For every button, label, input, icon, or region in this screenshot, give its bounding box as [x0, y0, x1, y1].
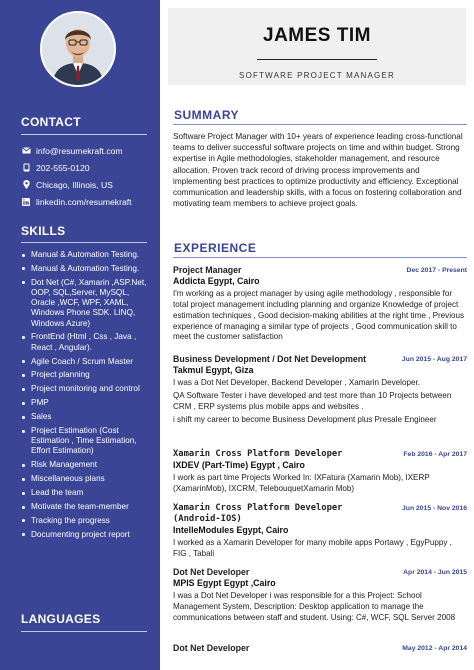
contact-list [21, 142, 151, 210]
contact-linkedin-text: linkedin.com/resumekraft [36, 196, 132, 207]
job-date: Jun 2015 - Nov 2016 [402, 505, 467, 512]
job-description: I work as part time Projects Worked In: IXFatura (Xamarin Mob), IXERP (XamarinMob), IXCRM, TelebouquetXamarin Mob) [173, 472, 430, 493]
job-company: IntelleModules Egypt, Cairo [173, 524, 289, 535]
job-company: Addicta Egypt, Cairo [173, 275, 260, 286]
sidebar [0, 0, 160, 670]
skills-divider [21, 242, 147, 243]
summary-text: Software Project Manager with 10+ years of experience leading cross-functional teams to deliver successful software projects on time and within budget. Strong expertise in Agile methodologies, stakeholder management, and resource allocation. Proven track record of driving process improvements and implementing best practices to optimize productivity and efficiency. Exceptional communication and leadership skills, with a focus on fostering collaboration and motivating team members to achieve project goals. [173, 132, 463, 209]
profile-photo [40, 11, 116, 87]
candidate-title: SOFTWARE PROJECT MANAGER [239, 71, 395, 80]
job-company: IXDEV (Part-Time) Egypt , Cairo [173, 459, 305, 470]
skill-item: Project monitoring and control [22, 384, 152, 394]
job-entry [173, 567, 467, 624]
contact-heading: CONTACT [21, 115, 81, 129]
job-title: Dot Net Developer [173, 567, 250, 577]
job-entry [173, 503, 467, 560]
contact-phone-text: 202-555-0120 [36, 162, 90, 173]
job-description: I was a Dot Net Developer i was responsible for a this Project: School Management System, Description: Desktop application to manage the communications between staff and student. Using: C#, WCF, SQL Server 2008 [173, 590, 456, 622]
skill-item: Motivate the team-member [22, 502, 152, 512]
skill-item: PMP [22, 398, 152, 408]
job-title: Business Development / Dot Net Development [173, 354, 367, 364]
job-company: Takmul Egypt, Giza [173, 364, 254, 375]
job-description: i shift my career to become Business Development plus Presale Engineer [173, 414, 437, 424]
job-company: MPIS Egypt Egypt ,Cairo [173, 577, 276, 588]
linkedin-icon [21, 198, 31, 206]
envelope-icon [21, 147, 31, 154]
job-date: Dec 2017 - Present [406, 267, 467, 274]
skill-item: Manual & Automation Testing. [22, 264, 152, 274]
skill-item: Agile Coach / Scrum Master [22, 357, 152, 367]
contact-location [21, 176, 151, 193]
skills-list [22, 250, 152, 544]
experience-divider [173, 257, 467, 258]
job-entry [173, 449, 467, 495]
job-date: Apr 2014 - Jun 2015 [403, 569, 467, 576]
skill-item: Documenting project report [22, 530, 152, 540]
name-header [168, 8, 466, 85]
skill-item: Dot Net (C#, Xamarin ,ASP.Net, OOP, SQL,Server, MySQL, Oracle ,WCF, WPF, XAML, Windows Phone SDK. LINQ, Windows Azure) [22, 278, 152, 329]
job-description: I'm working as a project manager by using agile methodology , responsible for total project management including planning and organize Knowledge of project estimation techniques , Good decision-making abilities at the right time , Previous experience of managing a similar type of projects , Good communication skill to meet the customer satisfaction [173, 288, 465, 342]
summary-divider [173, 124, 467, 125]
contact-email-text: info@resumekraft.com [36, 145, 123, 156]
job-title: Dot Net Developer [173, 643, 250, 653]
job-date: Feb 2016 - Apr 2017 [403, 451, 467, 458]
skill-item: Project planning [22, 370, 152, 380]
main-content [160, 0, 474, 670]
job-date: May 2012 - Apr 2014 [402, 645, 467, 652]
person-portrait-icon [42, 13, 114, 85]
job-title: Xamarin Cross Platform Developer (Android-IOS) [173, 503, 343, 524]
skill-item: Lead the team [22, 488, 152, 498]
skill-item: Tracking the progress [22, 516, 152, 526]
skills-heading: SKILLS [21, 224, 66, 238]
job-title: Project Manager [173, 265, 242, 275]
experience-heading: EXPERIENCE [174, 241, 257, 255]
contact-divider [21, 134, 147, 135]
phone-icon [21, 163, 31, 172]
skill-item: FrontEnd (Html , Css , Java , React , Angular). [22, 332, 152, 352]
job-title: Xamarin Cross Platform Developer [173, 449, 343, 459]
skill-item: Risk Management [22, 460, 152, 470]
job-description: QA Software Tester i have developed and test more than 10 Projects between CRM , ERP systems plus mobile apps and websites . [173, 390, 452, 411]
languages-heading: LANGUAGES [21, 612, 101, 626]
job-entry [173, 643, 467, 654]
job-entry [173, 354, 467, 425]
candidate-name: JAMES TIM [263, 25, 371, 46]
name-divider [257, 59, 377, 60]
summary-heading: SUMMARY [174, 108, 240, 122]
skill-item: Project Estimation (Cost Estimation , Time Estimation, Effort Estimation) [22, 426, 152, 457]
job-description: I was a Dot Net Developer, Backend Developer , Xamarin Developer. [173, 377, 420, 387]
languages-divider [21, 631, 147, 632]
job-entry [173, 265, 467, 343]
skill-item: Miscellaneous plans [22, 474, 152, 484]
contact-location-text: Chicago, Illinois, US [36, 179, 113, 190]
job-description: I worked as a Xamarin Developer for many mobile apps Portawy , EgyPuppy , FIG , Tabali [173, 537, 452, 558]
skill-item: Manual & Automation Testing. [22, 250, 152, 260]
location-pin-icon [21, 180, 31, 189]
contact-linkedin[interactable] [21, 193, 151, 210]
contact-phone[interactable] [21, 159, 151, 176]
contact-email[interactable] [21, 142, 151, 159]
job-date: Jun 2015 - Aug 2017 [401, 356, 467, 363]
skill-item: Sales [22, 412, 152, 422]
